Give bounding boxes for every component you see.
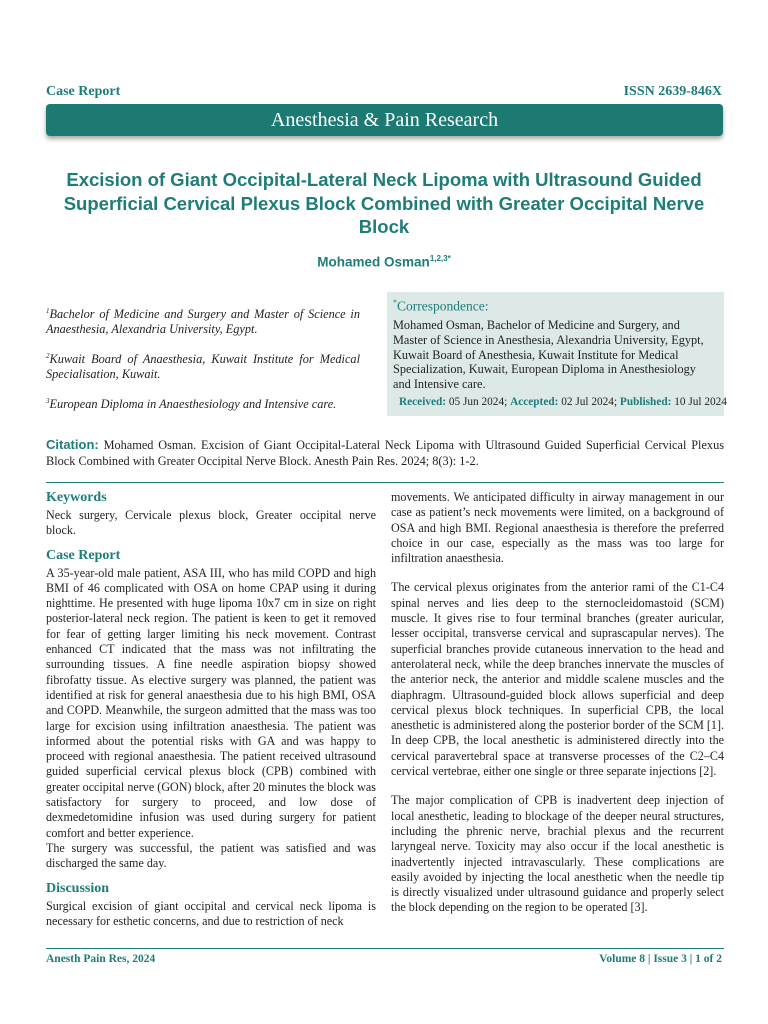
author-name: Mohamed Osman xyxy=(317,254,430,270)
received-date: 05 Jun 2024 xyxy=(448,396,505,408)
correspondence-box xyxy=(387,292,727,416)
issn-label: ISSN 2639-846X xyxy=(623,84,722,99)
article-title: Excision of Giant Occipital-Lateral Neck Lipoma with Ultrasound Guided Superficial Cervical Plexus Block Combined with Greater Occipital Nerve Block xyxy=(63,169,705,237)
affiliations xyxy=(46,304,360,425)
accepted-label: Accepted: xyxy=(510,396,559,408)
right-paragraph-3: The major complication of CPB is inadvertent deep injection of local anesthetic, leading to blockage of the deeper neural structures, including the phrenic nerve, brachial plexus and the recurrent laryngeal nerve. Toxicity may also occur if the local anesthetic is inadvertently injected intravascularly. These complications are easily avoided by injecting the local anesthetic when the needle tip is directly visualized under ultrasound guidance and properly select the block depending on the region to be operated [3]. xyxy=(391,793,724,915)
right-column xyxy=(391,490,724,916)
affiliation-1: $^1$Bachelor of Medicine and Surgery and Master of Science in Anaesthesia, Alexandria University, Egypt. xyxy=(46,307,360,336)
affiliation-2: $^2$Kuwait Board of Anaesthesia, Kuwait Institute for Medical Specialisation, Kuwait. xyxy=(46,352,360,381)
keywords-heading: Keywords xyxy=(46,490,107,505)
footer-volume-issue-page: Volume 8 | Issue 3 | 1 of 2 xyxy=(599,953,722,965)
correspondence-heading: *Correspondence: xyxy=(393,298,489,314)
footer-journal: Anesth Pain Res, 2024 xyxy=(46,953,156,965)
author-superscript: 1,2,3* xyxy=(429,254,451,263)
article-type-label: Case Report xyxy=(46,84,121,99)
affiliation-3: $^3$European Diploma in Anaesthesiology and Intensive care. xyxy=(46,397,337,412)
publication-dates: Received: 05 Jun 2024; Accepted: 02 Jul 2024; Published: 10 Jul 2024 xyxy=(399,396,727,408)
top-divider xyxy=(46,482,724,483)
keywords-text: Neck surgery, Cervicale plexus block, Greater occipital nerve block. xyxy=(46,508,376,538)
author-line xyxy=(0,254,768,270)
right-paragraph-1: movements. We anticipated difficulty in airway management in our case as patient’s neck movements were limited, on a background of OSA and high BMI. Regional anaesthesia is therefore the preferred choice in our case, especially as the mass was too large for infiltration anaesthesia. xyxy=(391,490,724,566)
top-header-row xyxy=(46,84,722,102)
published-date: 10 Jul 2024 xyxy=(674,396,727,408)
accepted-date: 02 Jul 2024 xyxy=(561,396,614,408)
case-report-paragraph-1: A 35-year-old male patient, ASA III, who has mild COPD and high BMI of 46 complicated with OSA on home CPAP using it during nighttime. He presented with huge lipoma 10x7 cm in size on right posterior-lateral neck region. The patient is keen to get it removed for fear of getting larger limiting his neck movement. Contrast enhanced CT indicated that the mass was not infiltrating the surrounding tissues. A fine needle aspiration biopsy showed fibrofatty tissue. As elective surgery was planned, the patient was identified at risk for general anaesthesia due to his high BMI, OSA and COPD. Meanwhile, the surgeon admitted that the mass was too large for excision using infiltration anaesthesia. The patient was informed about the potential risks with GA and was happy to proceed with regional anaesthesia. The patient received ultrasound guided superficial cervical plexus block (CPB) combined with greater occipital nerve (GON) block, after 20 minutes the block was satisfactory for surgery to proceed, and low dose of dexmedetomidine infusion was used during surgery for patient comfort and better experience. xyxy=(46,565,376,840)
citation xyxy=(46,437,724,469)
left-column xyxy=(46,490,376,929)
received-label: Received: xyxy=(399,396,447,408)
case-report-heading: Case Report xyxy=(46,547,121,563)
journal-banner: Anesthesia & Pain Research xyxy=(46,104,723,136)
footer-divider xyxy=(46,948,724,949)
citation-text: Mohamed Osman. Excision of Giant Occipital-Lateral Neck Lipoma with Ultrasound Guided Superficial Cervical Plexus Block Combined with Greater Occipital Nerve Block. Anesth Pain Res. 2024; 8(3): 1-2. xyxy=(46,438,725,468)
case-report-paragraph-2: The surgery was successful, the patient was satisfied and was discharged the same day. xyxy=(46,840,376,871)
correspondence-text: Mohamed Osman, Bachelor of Medicine and Surgery, and Master of Science in Anesthesia, Alexandria University, Egypt, Kuwait Board of Anesthesia, Kuwait Institute for Medical Specialization, Kuwait, European Diploma in Anesthesiology and Intensive care. xyxy=(393,318,704,392)
discussion-heading: Discussion xyxy=(46,880,110,896)
right-paragraph-2: The cervical plexus originates from the anterior rami of the C1-C4 spinal nerves and lies deep to the sternocleidomastoid (SCM) muscle. It gives rise to four terminal branches (greater auricular, lesser occipital, transverse cervical and suprascapular nerves). The superficial branches provide cutaneous innervation to the head and anterolateral neck, while the deep branches innervate the muscles of the anterior neck, the anterior and middle scalene muscles and the diaphragm. Ultrasound-guided block allows superficial and deep cervical plexus block techniques. In superficial CPB, the local anesthetic is administered along the posterior border of the SCM [1]. In deep CPB, the local anesthetic is administered directly into the cervical paravertebral space at transverse processes of the C2–C4 cervical vertebrae, either one single or three separate injections [2]. xyxy=(391,580,724,779)
citation-label: Citation: xyxy=(46,437,99,452)
published-label: Published: xyxy=(619,396,672,408)
discussion-paragraph-1: Surgical excision of giant occipital and cervical neck lipoma is necessary for esthetic concerns, and due to restriction of neck xyxy=(46,898,376,928)
